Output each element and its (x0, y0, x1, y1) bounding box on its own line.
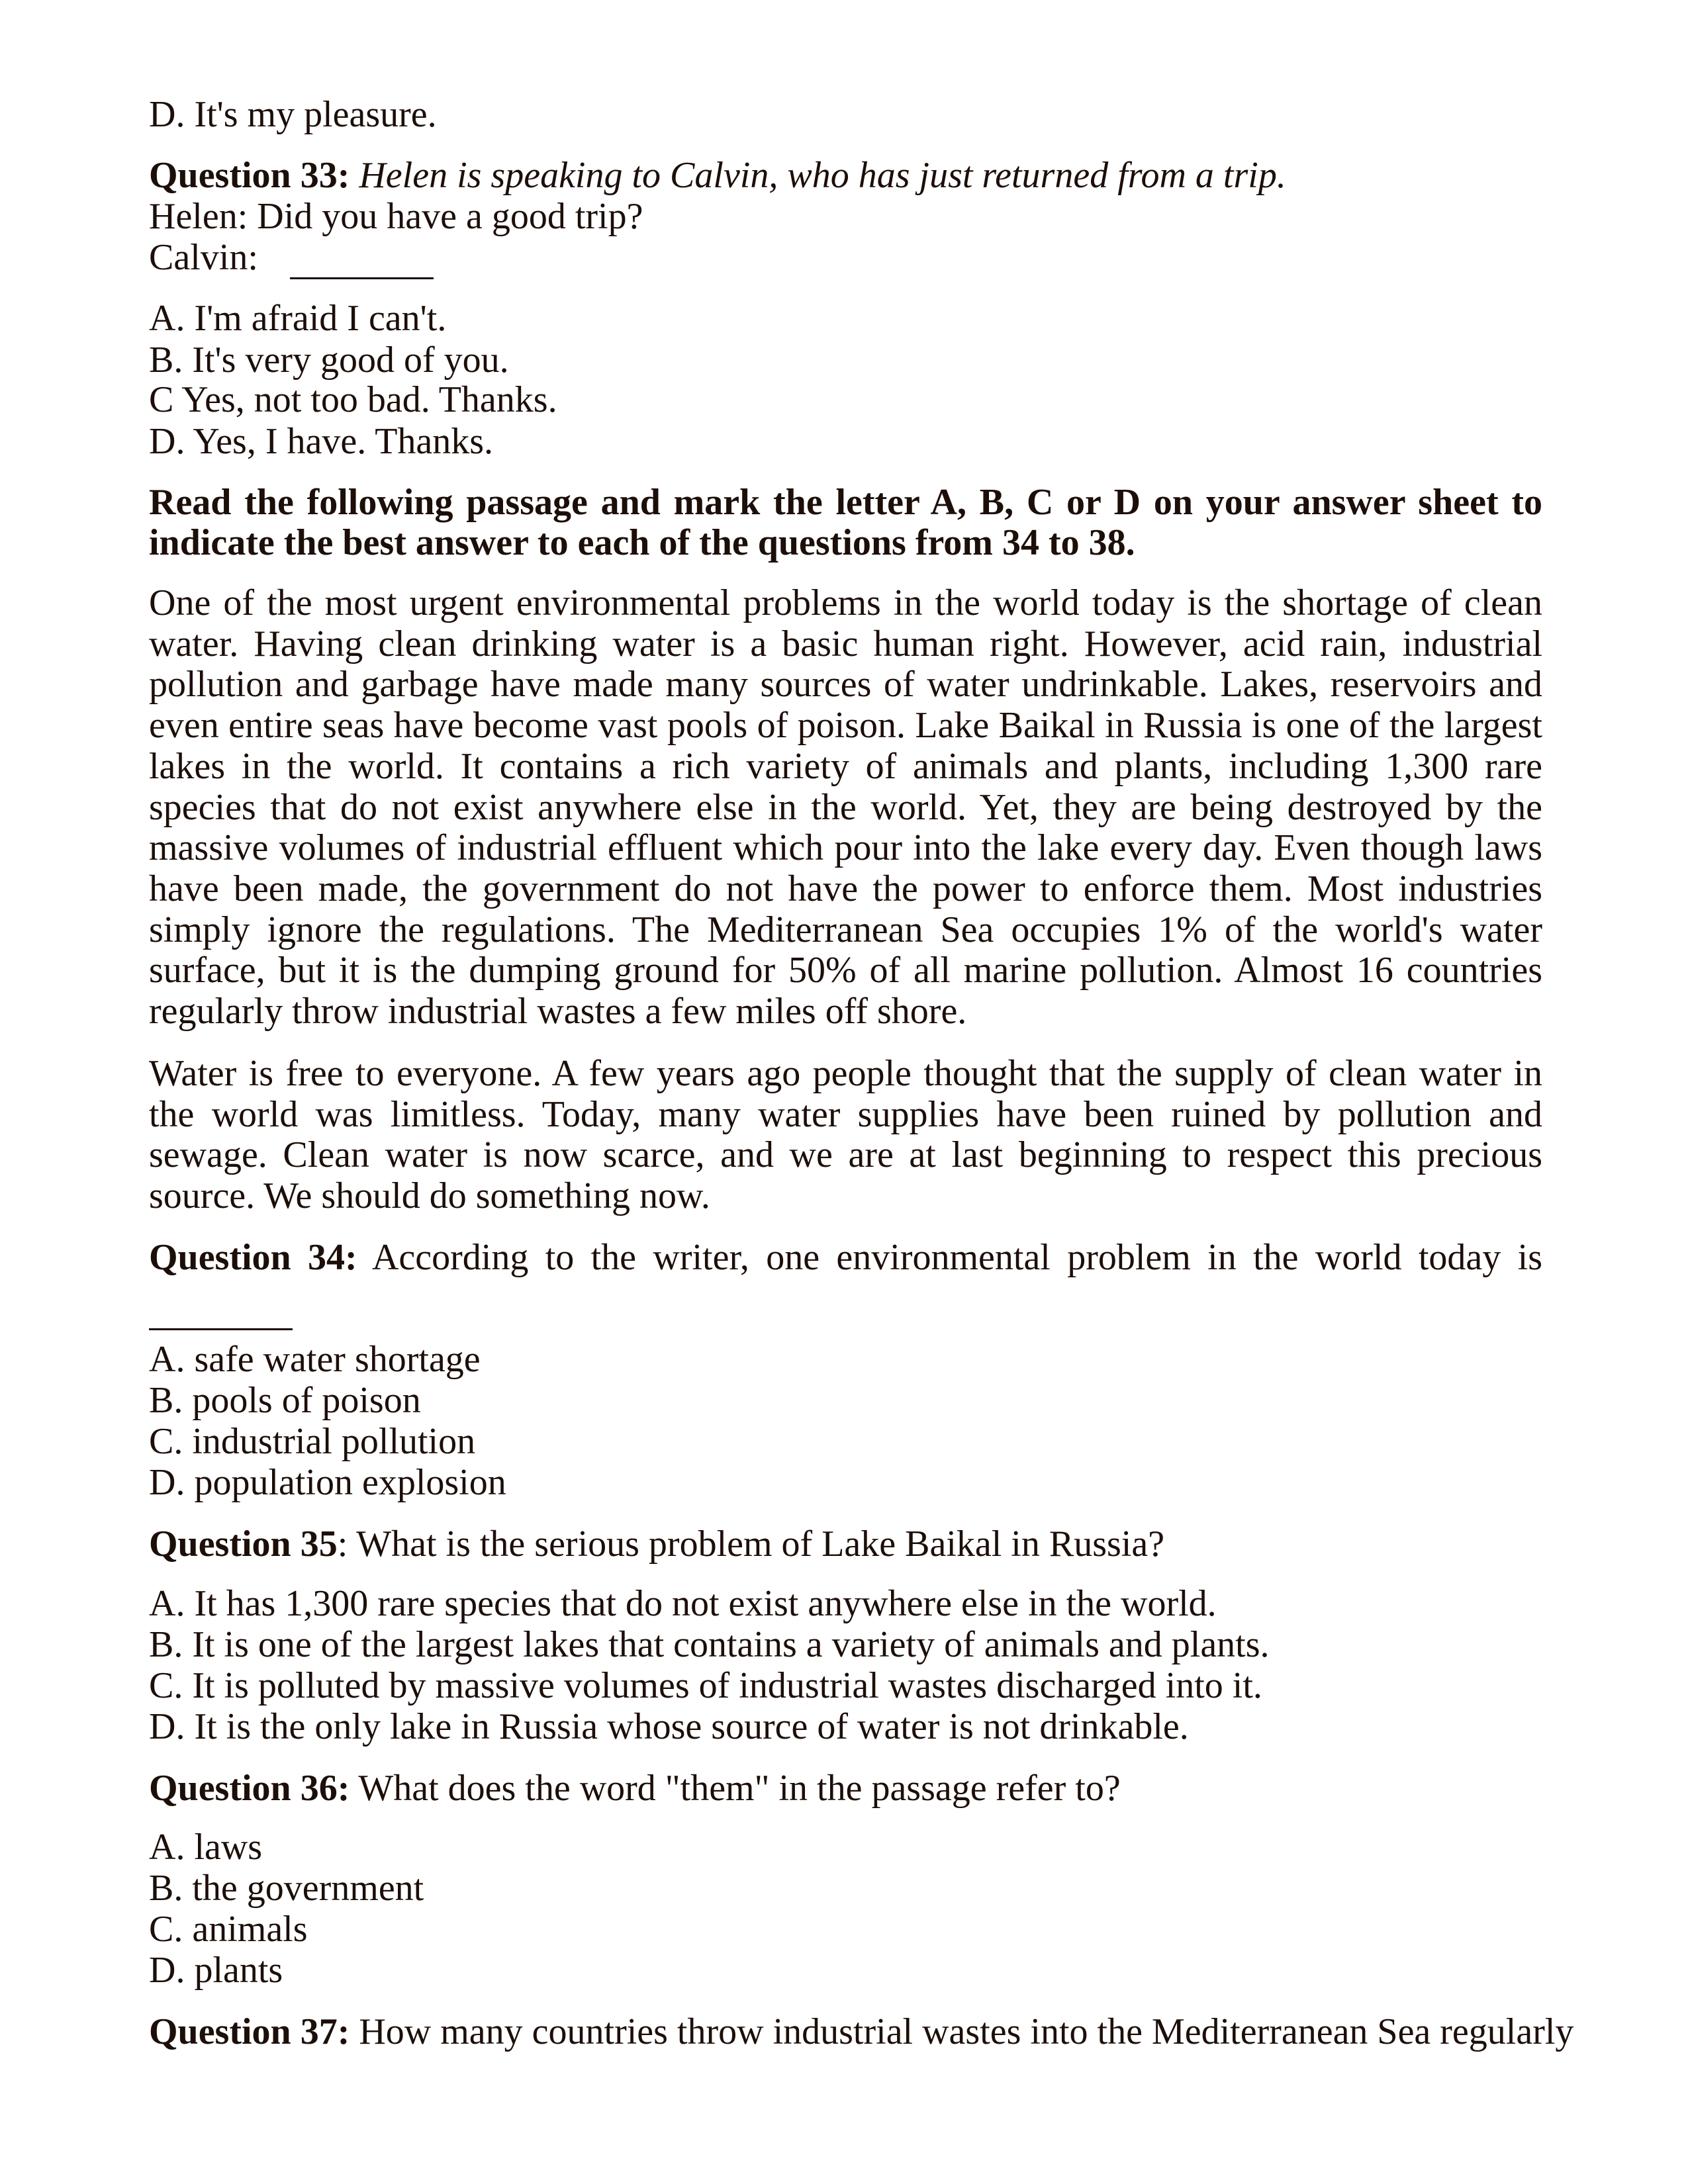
question-label: Question 37: (149, 2011, 350, 2052)
answer-blank (149, 1328, 293, 1330)
question-label: Question 34: (149, 1237, 357, 1278)
option-d: D. population explosion (149, 1462, 506, 1503)
question-label: Question 33: (149, 155, 350, 196)
option-b: B. It's very good of you. (149, 340, 509, 381)
question-prompt: According to the writer, one environmental problem in the world today is (371, 1237, 1542, 1278)
dialogue-calvin-label: Calvin: (149, 237, 258, 278)
option-c: C Yes, not too bad. Thanks. (149, 379, 557, 420)
question-33 (149, 155, 1542, 278)
question-prompt: Helen is speaking to Calvin, who has just returned from a trip. (359, 155, 1286, 196)
question-34 (149, 1237, 1542, 1278)
question-prompt: How many countries throw industrial wastes into the Mediterranean Sea regularly (359, 2011, 1574, 2052)
q32-option-d (149, 94, 1542, 135)
option-a: A. laws (149, 1827, 263, 1868)
option-c: C. animals (149, 1909, 308, 1950)
option-c: C. It is polluted by massive volumes of industrial wastes discharged into it. (149, 1665, 1262, 1706)
question-36-options (149, 1827, 1542, 1991)
question-label: Question 35 (149, 1524, 338, 1565)
option-a: A. safe water shortage (149, 1339, 481, 1380)
question-36 (149, 1768, 1542, 1809)
question-35 (149, 1524, 1542, 1565)
dialogue-helen: Helen: Did you have a good trip? (149, 196, 643, 237)
question-35-header (149, 1524, 1542, 1565)
question-prompt: : What is the serious problem of Lake Baikal in Russia? (337, 1524, 1165, 1565)
reading-instruction: Read the following passage and mark the letter A, B, C or D on your answer sheet to indicate the best answer to each of the questions from 34 to 38. (149, 482, 1542, 563)
question-35-options (149, 1583, 1542, 1747)
question-37-header (149, 2011, 1574, 2052)
question-label: Question 36: (149, 1768, 350, 1809)
option-b: B. It is one of the largest lakes that contains a variety of animals and plants. (149, 1624, 1270, 1665)
option-a: A. I'm afraid I can't. (149, 298, 447, 339)
option-d: D. plants (149, 1950, 283, 1991)
question-37 (149, 2011, 1574, 2052)
answer-blank (290, 277, 434, 279)
passage-paragraph-2: Water is free to everyone. A few years ago people thought that the supply of clean water in the world was limitless. Today, many water supplies have been ruined by pollution and sewage. Clean water is now scarce, and we are at last beginning to respect this precious source. We should do something now. (149, 1053, 1542, 1217)
option-text: D. It's my pleasure. (149, 94, 437, 135)
question-33-header (149, 155, 1542, 196)
passage-paragraph-1: One of the most urgent environmental problems in the world today is the shortage of clean water. Having clean drinking water is a basic human right. However, acid rain, industrial pollution and garbage have made many sources of water undrinkable. Lakes, reservoirs and even entire seas have become vast pools of poison. Lake Baikal in Russia is one of the largest lakes in the world. It contains a rich variety of animals and plants, including 1,300 rare species that do not exist anywhere else in the world. Yet, they are being destroyed by the massive volumes of industrial effluent which pour into the lake every day. Even though laws have been made, the government do not have the power to enforce them. Most industries simply ignore the regulations. The Mediterranean Sea occupies 1% of the world's water surface, but it is the dumping ground for 50% of all marine pollution. Almost 16 countries regularly throw industrial wastes a few miles off shore. (149, 582, 1542, 1032)
option-d: D. Yes, I have. Thanks. (149, 421, 494, 462)
question-34-options (149, 1339, 1542, 1503)
option-c: C. industrial pollution (149, 1421, 476, 1462)
question-36-header (149, 1768, 1542, 1809)
option-a: A. It has 1,300 rare species that do not exist anywhere else in the world. (149, 1583, 1217, 1624)
option-b: B. pools of poison (149, 1380, 421, 1421)
question-33-options (149, 298, 1542, 462)
option-d: D. It is the only lake in Russia whose source of water is not drinkable. (149, 1706, 1189, 1747)
option-b: B. the government (149, 1868, 424, 1909)
dialogue-calvin (149, 237, 1542, 278)
question-prompt: What does the word "them" in the passage refer to? (358, 1768, 1121, 1809)
